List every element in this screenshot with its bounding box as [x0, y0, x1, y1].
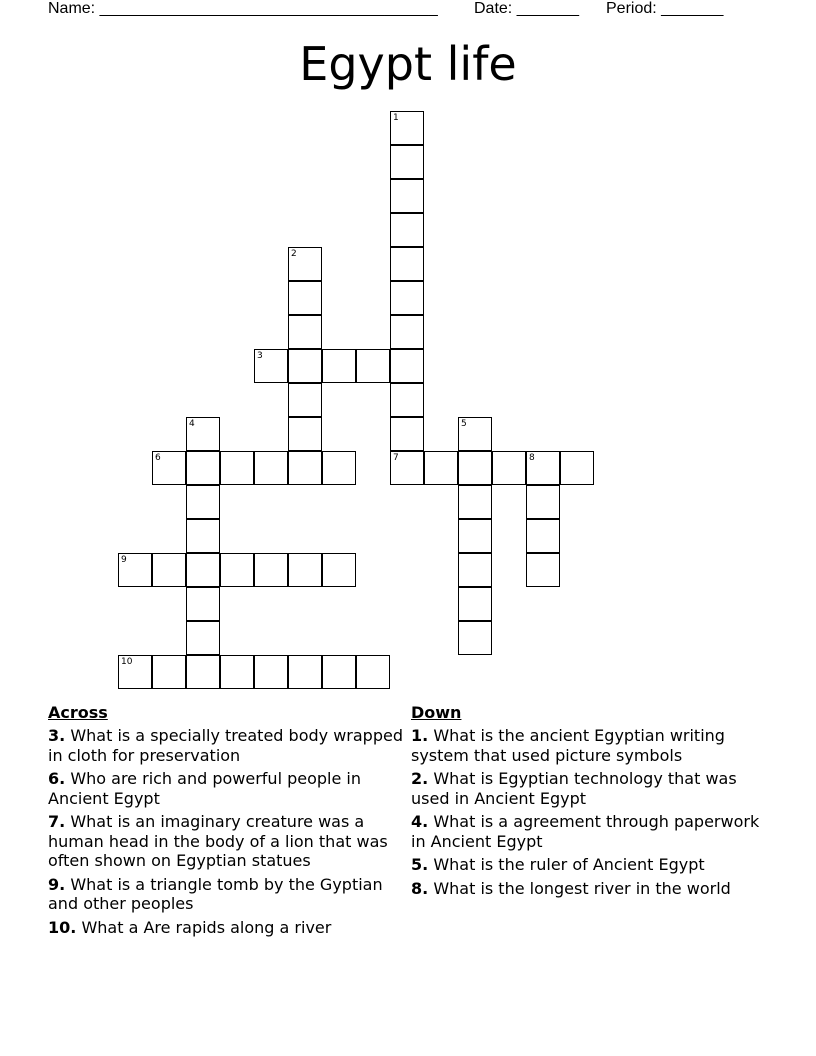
clue-number: 4 [189, 419, 195, 429]
clue-number: 7 [393, 453, 399, 463]
grid-cell[interactable] [458, 485, 492, 519]
clue-number: 2 [291, 249, 297, 259]
grid-cell[interactable] [152, 655, 186, 689]
grid-cell[interactable] [288, 349, 322, 383]
clue-down-5: 5. What is the ruler of Ancient Egypt [411, 855, 705, 874]
grid-cell[interactable] [424, 451, 458, 485]
grid-cell[interactable] [322, 553, 356, 587]
clue-number: 5 [461, 419, 467, 429]
clue-number: 1 [393, 113, 399, 123]
grid-cell[interactable] [322, 349, 356, 383]
down-clues [411, 703, 761, 902]
grid-cell[interactable] [118, 655, 152, 689]
grid-cell[interactable] [186, 587, 220, 621]
grid-cell[interactable] [186, 485, 220, 519]
grid-cell[interactable] [390, 213, 424, 247]
grid-cell[interactable] [356, 349, 390, 383]
grid-cell[interactable] [186, 451, 220, 485]
grid-cell[interactable] [322, 451, 356, 485]
grid-cell[interactable] [254, 451, 288, 485]
grid-cell[interactable] [288, 553, 322, 587]
grid-cell[interactable] [254, 349, 288, 383]
clue-down-2: 2. What is Egyptian technology that was used in Ancient Egypt [411, 769, 737, 808]
grid-cell[interactable] [220, 553, 254, 587]
grid-cell[interactable] [288, 417, 322, 451]
grid-cell[interactable] [288, 383, 322, 417]
grid-cell[interactable] [220, 451, 254, 485]
period-field[interactable]: Period: _______ [606, 0, 724, 17]
grid-cell[interactable] [526, 553, 560, 587]
grid-cell[interactable] [492, 451, 526, 485]
clue-number: 6 [155, 453, 161, 463]
grid-cell[interactable] [458, 451, 492, 485]
grid-cell[interactable] [390, 145, 424, 179]
grid-cell[interactable] [390, 281, 424, 315]
grid-cell[interactable] [390, 417, 424, 451]
grid-cell[interactable] [186, 417, 220, 451]
across-clues [48, 703, 408, 941]
grid-cell[interactable] [356, 655, 390, 689]
clue-across-6: 6. Who are rich and powerful people in Ancient Egypt [48, 769, 362, 808]
grid-cell[interactable] [186, 655, 220, 689]
clue-across-9: 9. What is a triangle tomb by the Gyptian and other peoples [48, 874, 383, 913]
clue-down-8: 8. What is the longest river in the world [411, 878, 731, 898]
clue-across-7: 7. What is an imaginary creature was a human head in the body of a lion that was often shown on Egyptian statues [48, 812, 388, 870]
grid-cell[interactable] [322, 655, 356, 689]
grid-cell[interactable] [186, 621, 220, 655]
clue-number: 10 [121, 657, 133, 667]
grid-cell[interactable] [220, 655, 254, 689]
grid-cell[interactable] [390, 315, 424, 349]
grid-cell[interactable] [254, 553, 288, 587]
grid-cell[interactable] [288, 655, 322, 689]
grid-cell[interactable] [254, 655, 288, 689]
grid-cell[interactable] [458, 519, 492, 553]
clue-number: 8 [529, 453, 535, 463]
clue-across-3: 3. What is a specially treated body wrapped in cloth for preservation [48, 726, 403, 765]
across-heading: Across [48, 703, 108, 722]
name-field[interactable]: Name: ______________________________________ [48, 0, 438, 17]
clue-across-10: 10. What a Are rapids along a river [48, 917, 332, 937]
grid-cell[interactable] [458, 553, 492, 587]
clue-down-4: 4. What is a agreement through paperwork in Ancient Egypt [411, 812, 760, 851]
grid-cell[interactable] [390, 111, 424, 145]
grid-cell[interactable] [118, 553, 152, 587]
page-title: Egypt life [299, 37, 517, 91]
grid-cell[interactable] [390, 247, 424, 281]
grid-cell[interactable] [458, 621, 492, 655]
grid-cell[interactable] [152, 451, 186, 485]
grid-cell[interactable] [458, 417, 492, 451]
grid-cell[interactable] [288, 247, 322, 281]
grid-cell[interactable] [526, 451, 560, 485]
grid-cell[interactable] [288, 315, 322, 349]
down-heading: Down [411, 703, 462, 722]
grid-cell[interactable] [152, 553, 186, 587]
grid-cell[interactable] [288, 451, 322, 485]
grid-cell[interactable] [186, 519, 220, 553]
grid-cell[interactable] [288, 281, 322, 315]
clue-down-1: 1. What is the ancient Egyptian writing system that used picture symbols [411, 726, 725, 765]
grid-cell[interactable] [186, 553, 220, 587]
grid-cell[interactable] [390, 451, 424, 485]
grid-cell[interactable] [458, 587, 492, 621]
grid-cell[interactable] [526, 485, 560, 519]
grid-cell[interactable] [390, 383, 424, 417]
grid-cell[interactable] [390, 179, 424, 213]
grid-cell[interactable] [526, 519, 560, 553]
clue-number: 9 [121, 555, 127, 565]
grid-cell[interactable] [560, 451, 594, 485]
grid-cell[interactable] [390, 349, 424, 383]
date-field[interactable]: Date: _______ [474, 0, 579, 17]
clue-number: 3 [257, 351, 263, 361]
